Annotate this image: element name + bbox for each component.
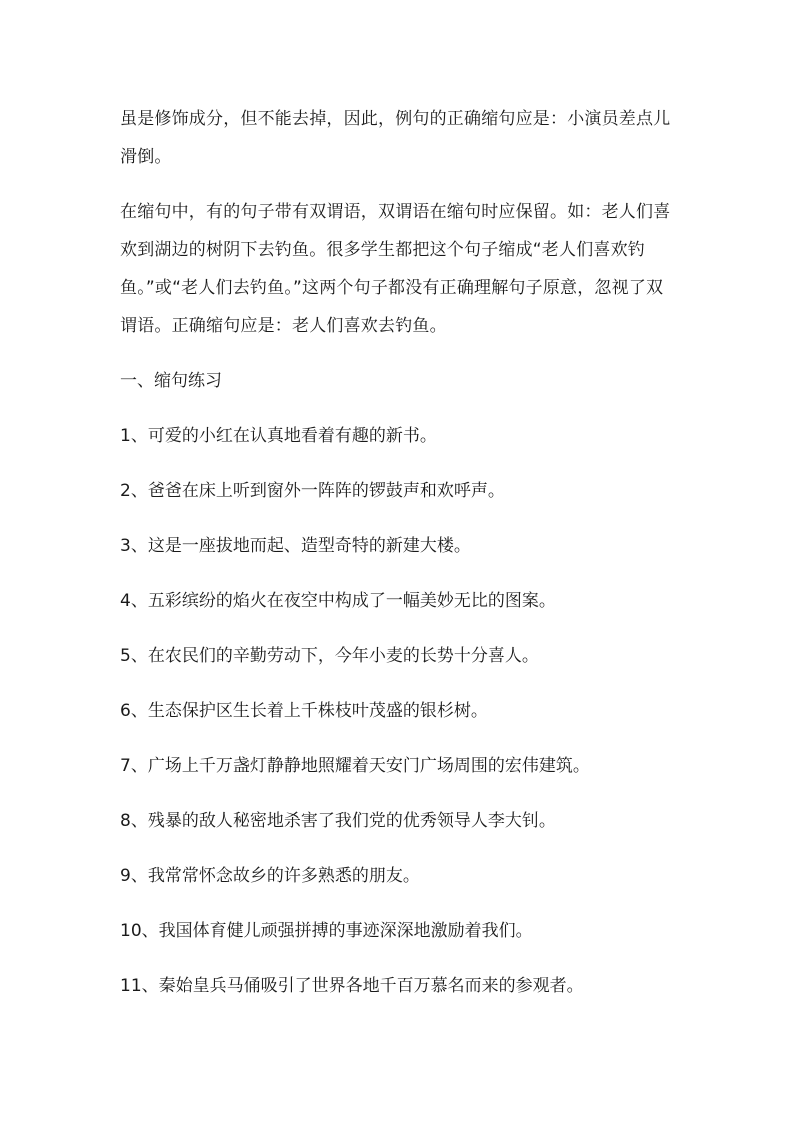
- exercise-text: 秦始皇兵马俑吸引了世界各地千百万慕名而来的参观者。: [158, 976, 584, 996]
- exercise-item-3: [120, 527, 680, 565]
- exercise-item-7: [120, 747, 680, 785]
- exercise-number: 1、: [120, 426, 148, 446]
- exercise-item-6: [120, 692, 680, 730]
- exercise-number: 10、: [120, 921, 159, 941]
- exercise-text: 这是一座拔地而起、造型奇特的新建大楼。: [147, 536, 471, 556]
- exercise-number: 6、: [120, 701, 148, 721]
- document-body: [120, 100, 680, 1005]
- exercise-text: 残暴的敌人秘密地杀害了我们党的优秀领导人李大钊。: [147, 811, 556, 831]
- exercise-item-2: [120, 472, 680, 510]
- paragraph-conclusion: 虽是修饰成分，但不能去掉，因此，例句的正确缩句应是：小演员差点儿滑倒。: [120, 109, 671, 167]
- exercise-number: 8、: [120, 811, 148, 831]
- exercise-text: 生态保护区生长着上千株枝叶茂盛的银杉树。: [147, 701, 488, 721]
- exercise-text: 我国体育健儿顽强拼搏的事迹深深地激励着我们。: [158, 921, 533, 941]
- exercise-text: 我常常怀念故乡的许多熟悉的朋友。: [147, 866, 420, 886]
- exercise-number: 3、: [120, 536, 148, 556]
- exercise-number: 4、: [120, 591, 148, 611]
- exercise-item-11: [120, 967, 680, 1005]
- exercise-number: 7、: [120, 756, 148, 776]
- exercise-item-10: [120, 912, 680, 950]
- exercise-item-1: [120, 417, 680, 455]
- exercise-text: 爸爸在床上听到窗外一阵阵的锣鼓声和欢呼声。: [147, 481, 505, 501]
- exercise-item-9: [120, 857, 680, 895]
- exercise-text: 五彩缤纷的焰火在夜空中构成了一幅美妙无比的图案。: [147, 591, 556, 611]
- exercise-item-8: [120, 802, 680, 840]
- exercise-text: 在农民们的辛勤劳动下，今年小麦的长势十分喜人。: [147, 646, 539, 666]
- exercise-item-4: [120, 582, 680, 620]
- exercise-text: 广场上千万盏灯静静地照耀着天安门广场周围的宏伟建筑。: [147, 756, 590, 776]
- exercise-number: 11、: [120, 976, 159, 996]
- exercise-number: 5、: [120, 646, 148, 666]
- exercise-number: 2、: [120, 481, 148, 501]
- exercise-number: 9、: [120, 866, 148, 886]
- paragraph-double-predicate: 在缩句中，有的句子带有双谓语，双谓语在缩句时应保留。如：老人们喜欢到湖边的树阴下去钓鱼。很多学生都把这个句子缩成“老人们喜欢钓鱼。”或“老人们去钓鱼。”这两个句子都没有正确理解句子原意，忽视了双谓语。正确缩句应是：老人们喜欢去钓鱼。: [120, 202, 671, 336]
- section-heading: 一、缩句练习: [120, 371, 222, 391]
- exercise-item-5: [120, 637, 680, 675]
- exercise-text: 可爱的小红在认真地看着有趣的新书。: [147, 426, 437, 446]
